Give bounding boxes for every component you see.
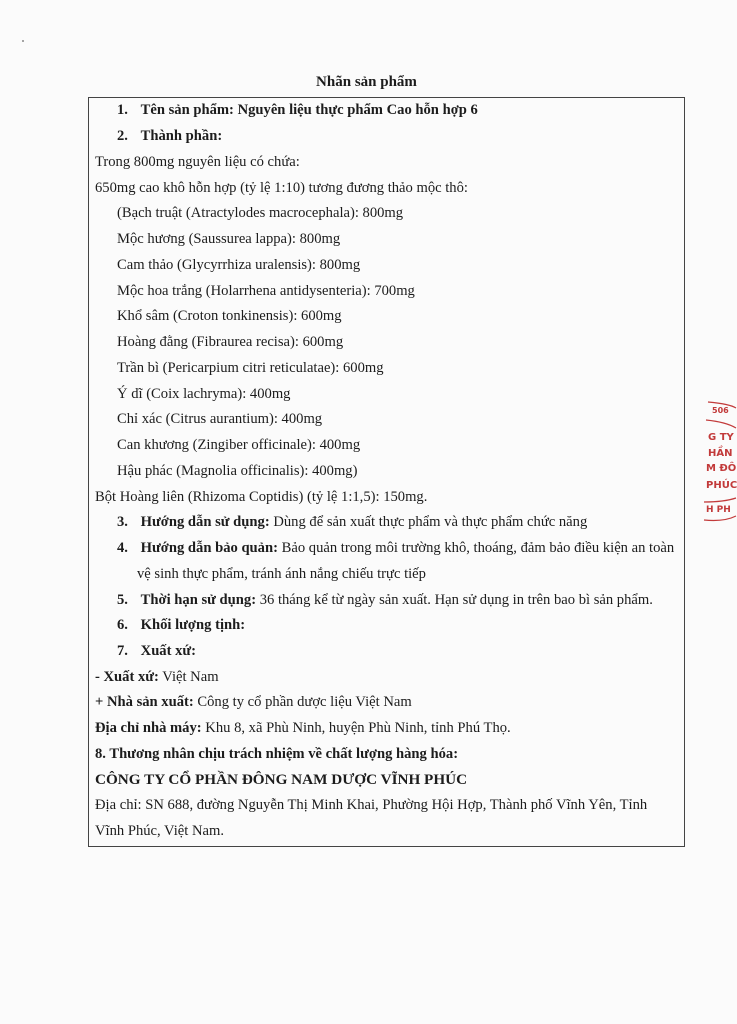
- storage-text-continued: vệ sinh thực phẩm, tránh ánh nắng chiếu trực tiếp: [137, 566, 426, 582]
- herb-line: Ý dĩ (Coix lachryma): 400mg: [117, 386, 291, 402]
- manufacturer-value: Công ty cổ phần dược liệu Việt Nam: [197, 694, 412, 710]
- manufacturer-line: [95, 694, 412, 711]
- herb-line: Mộc hoa trắng (Holarrhena antidysenteria): 700mg: [117, 283, 415, 299]
- item-label: Khối lượng tịnh:: [140, 617, 246, 633]
- extract-line: 650mg cao khô hỗn hợp (tỷ lệ 1:10) tương đương thảo mộc thô:: [95, 180, 468, 196]
- item-label: Thành phần:: [140, 128, 223, 144]
- herb-line: Chỉ xác (Citrus aurantium): 400mg: [117, 411, 323, 427]
- item-label: Tên sản phẩm:: [140, 102, 234, 118]
- seal-text: H PH: [706, 505, 731, 515]
- item-usage: 3. Hướng dẫn sử dụng: Dùng để sản xuất thực phẩm và thực phẩm chức năng: [117, 514, 588, 530]
- origin-line: [95, 669, 219, 686]
- item-origin: 7. Xuất xứ:: [117, 643, 197, 659]
- item-shelf-life: 5. Thời hạn sử dụng: 36 tháng kể từ ngày sản xuất. Hạn sử dụng in trên bao bì sản phẩm.: [117, 592, 653, 608]
- seal-text: G TY: [708, 432, 734, 443]
- herb-line: Trần bì (Pericarpium citri reticulatae): 600mg: [117, 360, 384, 376]
- product-name: Nguyên liệu thực phẩm Cao hỗn hợp 6: [237, 102, 478, 118]
- responsible-party-heading: 8. Thương nhân chịu trách nhiệm về chất lượng hàng hóa:: [95, 746, 459, 762]
- herb-line: Hậu phác (Magnolia officinalis): 400mg): [117, 463, 358, 479]
- seal-text: M ĐÔ: [706, 463, 737, 474]
- item-label: Hướng dẫn sử dụng:: [140, 514, 270, 530]
- herb-line: Can khương (Zingiber officinale): 400mg: [117, 437, 361, 453]
- seal-text: HẦN: [708, 448, 733, 459]
- seal-text: PHÚC: [706, 480, 737, 491]
- item-label: Hướng dẫn bảo quản:: [140, 540, 278, 556]
- company-name: CÔNG TY CỔ PHẦN ĐÔNG NAM DƯỢC VĨNH PHÚC: [95, 771, 468, 788]
- factory-address-line: [95, 720, 511, 737]
- factory-address-label: Địa chỉ nhà máy:: [95, 720, 202, 736]
- item-storage: 4. Hướng dẫn bảo quản: Bảo quản trong môi trường khô, thoáng, đảm bảo điều kiện an toàn: [117, 540, 675, 556]
- herb-line: Hoàng đằng (Fibraurea recisa): 600mg: [117, 334, 344, 350]
- scan-speck: [22, 40, 24, 42]
- herb-line: Khổ sâm (Croton tonkinensis): 600mg: [117, 308, 342, 324]
- factory-address-value: Khu 8, xã Phù Ninh, huyện Phù Ninh, tỉnh Phú Thọ.: [205, 720, 511, 736]
- company-address-continued: Vĩnh Phúc, Việt Nam.: [95, 823, 224, 839]
- item-label: Thời hạn sử dụng:: [140, 592, 257, 608]
- shelf-life-text: 36 tháng kể từ ngày sản xuất. Hạn sử dụng in trên bao bì sản phẩm.: [259, 592, 653, 608]
- company-address: Địa chỉ: SN 688, đường Nguyễn Thị Minh Khai, Phường Hội Hợp, Thành phố Vĩnh Yên, Tỉnh: [95, 797, 648, 813]
- item-composition: 2. Thành phần:: [117, 128, 223, 144]
- manufacturer-label: + Nhà sản xuất:: [95, 694, 194, 710]
- usage-text: Dùng để sản xuất thực phẩm và thực phẩm chức năng: [273, 514, 588, 530]
- herb-line: Mộc hương (Saussurea lappa): 800mg: [117, 231, 341, 247]
- herb-line: (Bạch truật (Atractylodes macrocephala): 800mg: [117, 205, 404, 221]
- item-net-weight: 6. Khối lượng tịnh:: [117, 617, 246, 633]
- item-product-name: 1. Tên sản phẩm: Nguyên liệu thực phẩm Cao hỗn hợp 6: [117, 102, 478, 118]
- company-seal-fragment: [700, 398, 736, 538]
- extra-ingredient: Bột Hoàng liên (Rhizoma Coptidis) (tỷ lệ 1:1,5): 150mg.: [95, 489, 428, 505]
- page-title: Nhãn sản phẩm: [316, 74, 417, 90]
- origin-value: Việt Nam: [162, 669, 219, 685]
- origin-label: - Xuất xứ:: [95, 669, 159, 685]
- seal-text: 506: [712, 406, 729, 415]
- herb-line: Cam thảo (Glycyrrhiza uralensis): 800mg: [117, 257, 361, 273]
- storage-text: Bảo quản trong môi trường khô, thoáng, đảm bảo điều kiện an toàn: [281, 540, 675, 556]
- item-label: Xuất xứ:: [140, 643, 197, 659]
- composition-intro: Trong 800mg nguyên liệu có chứa:: [95, 154, 300, 170]
